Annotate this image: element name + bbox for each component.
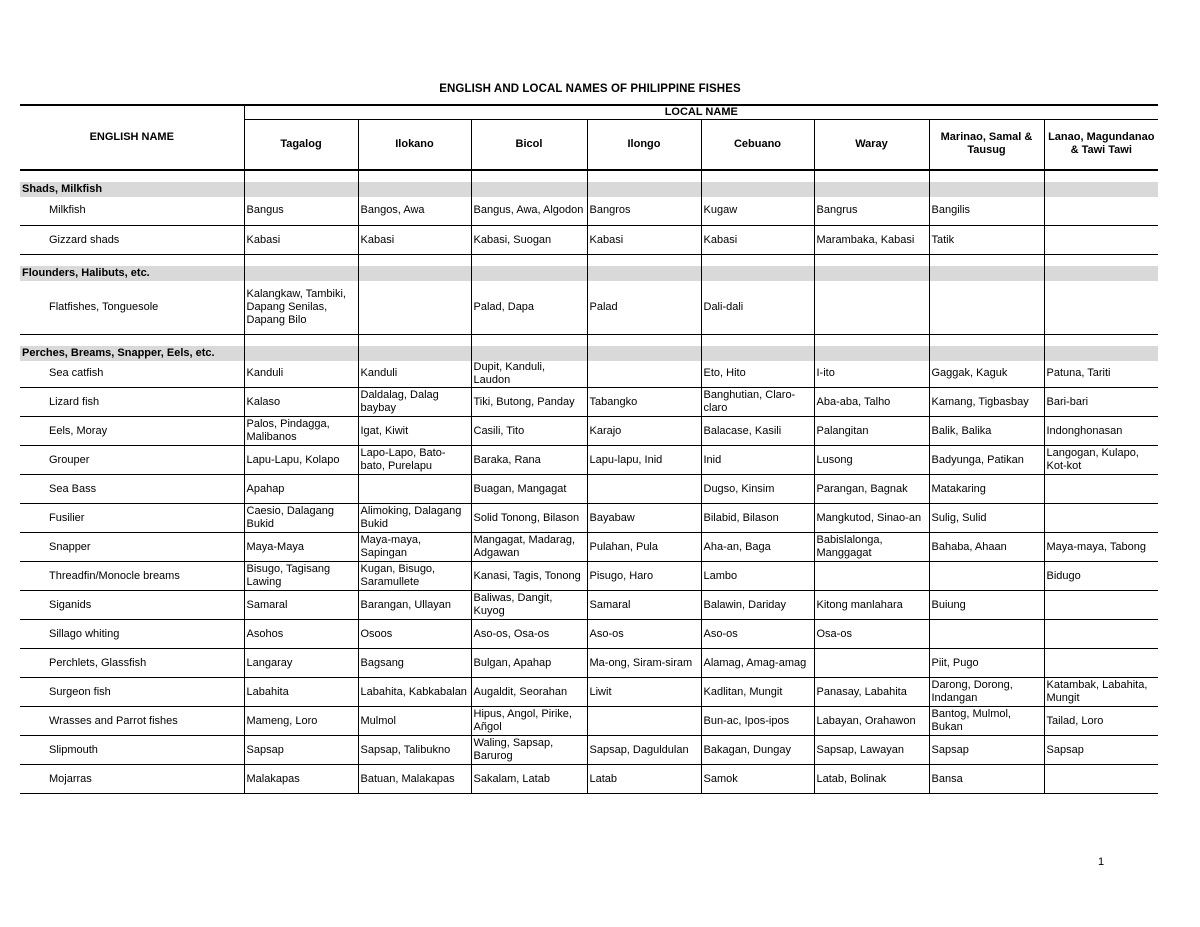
local-name-cell: Maya-maya, Tabong <box>1044 533 1158 562</box>
local-name-cell <box>358 281 471 334</box>
local-name-cell: Lapo-Lapo, Bato-bato, Purelapu <box>358 446 471 475</box>
english-name-cell: Wrasses and Parrot fishes <box>20 707 244 736</box>
local-name-cell: Osoos <box>358 620 471 649</box>
local-name-cell: Samaral <box>244 591 358 620</box>
local-name-cell: Bagsang <box>358 649 471 678</box>
table-row <box>20 361 1158 388</box>
english-name-cell: Perchlets, Glassfish <box>20 649 244 678</box>
spacer-cell <box>587 255 701 267</box>
english-name-header: ENGLISH NAME <box>20 105 244 170</box>
local-name-cell: Daldalag, Dalag baybay <box>358 388 471 417</box>
column-header-cebuano: Cebuano <box>701 120 814 170</box>
english-name-cell: Grouper <box>20 446 244 475</box>
column-header-waray: Waray <box>814 120 929 170</box>
local-name-cell: Bahaba, Ahaan <box>929 533 1044 562</box>
local-name-cell <box>1044 504 1158 533</box>
local-name-cell <box>1044 197 1158 226</box>
local-name-cell <box>358 475 471 504</box>
local-name-cell: Alamag, Amag-amag <box>701 649 814 678</box>
spacer-cell <box>587 334 701 346</box>
local-name-cell: Balacase, Kasili <box>701 417 814 446</box>
local-name-cell: Aso-os <box>701 620 814 649</box>
spacer-cell <box>244 334 358 346</box>
local-name-cell: Balik, Balika <box>929 417 1044 446</box>
spacer-cell <box>471 334 587 346</box>
local-name-cell: Alimoking, Dalagang Bukid <box>358 504 471 533</box>
section-header-cell <box>587 266 701 281</box>
local-name-cell <box>814 562 929 591</box>
english-name-cell: Threadfin/Monocle breams <box>20 562 244 591</box>
local-name-cell: Caesio, Dalagang Bukid <box>244 504 358 533</box>
local-name-cell <box>929 562 1044 591</box>
local-name-cell: Sapsap <box>1044 736 1158 765</box>
local-name-cell: Aso-os, Osa-os <box>471 620 587 649</box>
local-name-cell: I-ito <box>814 361 929 388</box>
local-name-cell: Palad, Dapa <box>471 281 587 334</box>
local-name-cell <box>1044 620 1158 649</box>
local-name-cell: Osa-os <box>814 620 929 649</box>
local-name-cell: Samok <box>701 765 814 794</box>
column-header-marinao-samal-tausug: Marinao, Samal & Tausug <box>929 120 1044 170</box>
local-name-cell: Batuan, Malakapas <box>358 765 471 794</box>
section-spacer <box>20 170 1158 182</box>
local-name-cell: Bangilis <box>929 197 1044 226</box>
section-spacer <box>20 334 1158 346</box>
local-name-cell: Kamang, Tigbasbay <box>929 388 1044 417</box>
local-name-cell: Dali-dali <box>701 281 814 334</box>
table-row <box>20 281 1158 334</box>
spacer-cell <box>814 170 929 182</box>
section-header-row <box>20 346 1158 361</box>
local-name-cell: Darong, Dorong, Indangan <box>929 678 1044 707</box>
section-header-row <box>20 266 1158 281</box>
spacer-cell <box>929 334 1044 346</box>
local-name-cell: Bun-ac, Ipos-ipos <box>701 707 814 736</box>
local-name-cell: Solid Tonong, Bilason <box>471 504 587 533</box>
local-name-cell: Kanduli <box>358 361 471 388</box>
english-name-cell: Mojarras <box>20 765 244 794</box>
english-name-cell: Snapper <box>20 533 244 562</box>
local-name-cell: Pulahan, Pula <box>587 533 701 562</box>
section-title: Perches, Breams, Snapper, Eels, etc. <box>20 346 244 361</box>
local-name-cell: Mangkutod, Sinao-an <box>814 504 929 533</box>
section-header-cell <box>701 346 814 361</box>
local-name-cell: Bakagan, Dungay <box>701 736 814 765</box>
local-name-cell: Mangagat, Madarag, Adgawan <box>471 533 587 562</box>
local-name-cell: Baraka, Rana <box>471 446 587 475</box>
local-name-cell: Palos, Pindagga, Malibanos <box>244 417 358 446</box>
local-name-cell: Liwit <box>587 678 701 707</box>
section-header-cell <box>701 182 814 197</box>
english-name-cell: Sea catfish <box>20 361 244 388</box>
local-name-cell: Bari-bari <box>1044 388 1158 417</box>
local-name-cell: Kabasi, Suogan <box>471 226 587 255</box>
local-name-cell: Augaldit, Seorahan <box>471 678 587 707</box>
local-name-cell: Maya-maya, Sapingan <box>358 533 471 562</box>
local-name-cell: Asohos <box>244 620 358 649</box>
local-name-cell: Bayabaw <box>587 504 701 533</box>
local-name-cell: Aso-os <box>587 620 701 649</box>
table-row <box>20 678 1158 707</box>
local-name-cell: Labahita, Kabkabalan <box>358 678 471 707</box>
local-name-cell: Sapsap <box>929 736 1044 765</box>
section-header-cell <box>587 182 701 197</box>
table-row <box>20 475 1158 504</box>
local-name-cell: Apahap <box>244 475 358 504</box>
local-name-cell: Kitong manlahara <box>814 591 929 620</box>
english-name-cell: Sillago whiting <box>20 620 244 649</box>
local-name-cell: Baliwas, Dangit, Kuyog <box>471 591 587 620</box>
english-name-cell: Sea Bass <box>20 475 244 504</box>
local-name-cell: Matakaring <box>929 475 1044 504</box>
spacer-cell <box>587 170 701 182</box>
spacer-cell <box>358 255 471 267</box>
local-name-cell: Latab <box>587 765 701 794</box>
spacer-cell <box>701 255 814 267</box>
column-header-tagalog: Tagalog <box>244 120 358 170</box>
local-name-cell: Indonghonasan <box>1044 417 1158 446</box>
spacer-cell <box>471 170 587 182</box>
column-header-ilongo: Ilongo <box>587 120 701 170</box>
section-header-cell <box>814 266 929 281</box>
spacer-cell <box>1044 170 1158 182</box>
local-name-cell: Lapu-Lapu, Kolapo <box>244 446 358 475</box>
local-name-cell: Dupit, Kanduli, Laudon <box>471 361 587 388</box>
section-title: Flounders, Halibuts, etc. <box>20 266 244 281</box>
local-name-cell: Sapsap, Talibukno <box>358 736 471 765</box>
local-name-cell <box>814 649 929 678</box>
local-name-cell: Kanasi, Tagis, Tonong <box>471 562 587 591</box>
document-title: ENGLISH AND LOCAL NAMES OF PHILIPPINE FISHES <box>439 83 741 95</box>
english-name-cell: Milkfish <box>20 197 244 226</box>
column-header-bicol: Bicol <box>471 120 587 170</box>
local-name-cell: Bangros <box>587 197 701 226</box>
section-header-cell <box>587 346 701 361</box>
local-name-cell: Parangan, Bagnak <box>814 475 929 504</box>
spacer-cell <box>20 255 244 267</box>
table-row <box>20 562 1158 591</box>
local-name-cell: Gaggak, Kaguk <box>929 361 1044 388</box>
local-name-cell: Dugso, Kinsim <box>701 475 814 504</box>
table-row <box>20 504 1158 533</box>
section-header-cell <box>244 346 358 361</box>
local-name-header: LOCAL NAME <box>244 105 1158 120</box>
english-name-cell: Surgeon fish <box>20 678 244 707</box>
local-name-cell: Buiung <box>929 591 1044 620</box>
table-body <box>20 170 1158 794</box>
local-name-cell: Samaral <box>587 591 701 620</box>
local-name-cell: Babislalonga, Manggagat <box>814 533 929 562</box>
local-name-cell: Malakapas <box>244 765 358 794</box>
local-name-cell: Kabasi <box>587 226 701 255</box>
local-name-cell <box>1044 281 1158 334</box>
page-number: 1 <box>1098 856 1105 868</box>
local-name-cell: Tiki, Butong, Panday <box>471 388 587 417</box>
spacer-cell <box>1044 334 1158 346</box>
local-name-cell: Mulmol <box>358 707 471 736</box>
english-name-cell: Slipmouth <box>20 736 244 765</box>
local-name-cell: Kugan, Bisugo, Saramullete <box>358 562 471 591</box>
section-spacer <box>20 255 1158 267</box>
fish-names-table <box>20 104 1158 794</box>
local-name-cell: Langogan, Kulapo, Kot-kot <box>1044 446 1158 475</box>
section-header-cell <box>701 266 814 281</box>
local-name-cell <box>587 361 701 388</box>
local-name-cell: Barangan, Ullayan <box>358 591 471 620</box>
local-name-cell: Bangus, Awa, Algodon <box>471 197 587 226</box>
local-name-cell <box>929 281 1044 334</box>
local-name-cell: Maya-Maya <box>244 533 358 562</box>
section-header-cell <box>929 266 1044 281</box>
local-name-cell: Kabasi <box>244 226 358 255</box>
table-row <box>20 226 1158 255</box>
spacer-cell <box>20 334 244 346</box>
english-name-cell: Lizard fish <box>20 388 244 417</box>
local-name-cell: Palad <box>587 281 701 334</box>
section-header-cell <box>1044 266 1158 281</box>
local-name-cell: Lambo <box>701 562 814 591</box>
local-name-cell: Bulgan, Apahap <box>471 649 587 678</box>
table-row <box>20 417 1158 446</box>
english-name-cell: Flatfishes, Tonguesole <box>20 281 244 334</box>
section-header-cell <box>814 182 929 197</box>
local-name-cell: Kadlitan, Mungit <box>701 678 814 707</box>
local-name-cell <box>1044 765 1158 794</box>
local-name-cell: Eto, Hito <box>701 361 814 388</box>
local-name-cell: Igat, Kiwit <box>358 417 471 446</box>
local-name-cell: Sakalam, Latab <box>471 765 587 794</box>
spacer-cell <box>701 334 814 346</box>
local-name-cell: Lusong <box>814 446 929 475</box>
local-name-cell: Latab, Bolinak <box>814 765 929 794</box>
local-name-cell: Balawin, Dariday <box>701 591 814 620</box>
local-name-cell: Karajo <box>587 417 701 446</box>
section-header-cell <box>471 266 587 281</box>
local-name-cell <box>587 707 701 736</box>
local-name-cell: Waling, Sapsap, Barurog <box>471 736 587 765</box>
section-header-cell <box>358 346 471 361</box>
local-name-cell: Hipus, Angol, Pirike, Añgol <box>471 707 587 736</box>
local-name-cell <box>1044 591 1158 620</box>
table-row <box>20 649 1158 678</box>
spacer-cell <box>244 255 358 267</box>
local-name-cell: Sulig, Sulid <box>929 504 1044 533</box>
local-name-cell: Labayan, Orahawon <box>814 707 929 736</box>
section-header-cell <box>358 266 471 281</box>
local-name-cell: Banghutian, Claro-claro <box>701 388 814 417</box>
spacer-cell <box>20 170 244 182</box>
column-header-lanao-magundanao-tawi-tawi: Lanao, Magundanao & Tawi Tawi <box>1044 120 1158 170</box>
local-name-cell: Casili, Tito <box>471 417 587 446</box>
english-name-cell: Fusilier <box>20 504 244 533</box>
local-name-cell: Bansa <box>929 765 1044 794</box>
local-name-cell: Patuna, Tariti <box>1044 361 1158 388</box>
table-row <box>20 197 1158 226</box>
section-title: Shads, Milkfish <box>20 182 244 197</box>
local-name-cell: Panasay, Labahita <box>814 678 929 707</box>
local-name-cell: Bangos, Awa <box>358 197 471 226</box>
spacer-cell <box>1044 255 1158 267</box>
table-row <box>20 736 1158 765</box>
english-name-cell: Gizzard shads <box>20 226 244 255</box>
english-name-cell: Eels, Moray <box>20 417 244 446</box>
local-name-cell: Tabangko <box>587 388 701 417</box>
local-name-cell: Bisugo, Tagisang Lawing <box>244 562 358 591</box>
local-name-cell: Kalaso <box>244 388 358 417</box>
spacer-cell <box>814 334 929 346</box>
local-name-cell: Sapsap, Lawayan <box>814 736 929 765</box>
english-name-cell: Siganids <box>20 591 244 620</box>
local-name-cell: Sapsap <box>244 736 358 765</box>
local-name-cell: Bidugo <box>1044 562 1158 591</box>
local-name-cell <box>1044 475 1158 504</box>
spacer-cell <box>358 334 471 346</box>
section-header-cell <box>929 182 1044 197</box>
local-name-cell: Tatik <box>929 226 1044 255</box>
local-name-cell: Ma-ong, Siram-siram <box>587 649 701 678</box>
local-name-cell: Kanduli <box>244 361 358 388</box>
section-header-cell <box>1044 346 1158 361</box>
local-name-cell: Bangrus <box>814 197 929 226</box>
local-name-cell: Palangitan <box>814 417 929 446</box>
spacer-cell <box>929 170 1044 182</box>
local-name-cell: Piit, Pugo <box>929 649 1044 678</box>
table-row <box>20 620 1158 649</box>
table-row <box>20 446 1158 475</box>
spacer-cell <box>701 170 814 182</box>
section-header-cell <box>244 266 358 281</box>
spacer-cell <box>358 170 471 182</box>
local-name-cell: Bangus <box>244 197 358 226</box>
table-row <box>20 533 1158 562</box>
local-name-cell: Kugaw <box>701 197 814 226</box>
column-header-ilokano: Ilokano <box>358 120 471 170</box>
local-name-cell: Katambak, Labahita, Mungit <box>1044 678 1158 707</box>
local-name-cell <box>1044 226 1158 255</box>
table-row <box>20 388 1158 417</box>
local-name-cell: Sapsap, Daguldulan <box>587 736 701 765</box>
local-name-cell: Lapu-lapu, Inid <box>587 446 701 475</box>
local-name-cell <box>1044 649 1158 678</box>
local-name-cell: Mameng, Loro <box>244 707 358 736</box>
local-name-cell: Bilabid, Bilason <box>701 504 814 533</box>
spacer-cell <box>244 170 358 182</box>
spacer-cell <box>814 255 929 267</box>
local-name-cell: Buagan, Mangagat <box>471 475 587 504</box>
local-name-cell: Bantog, Mulmol, Bukan <box>929 707 1044 736</box>
table-row <box>20 765 1158 794</box>
local-name-cell: Inid <box>701 446 814 475</box>
table-header <box>20 105 1158 170</box>
local-name-cell: Labahita <box>244 678 358 707</box>
table-row <box>20 707 1158 736</box>
section-header-cell <box>814 346 929 361</box>
local-name-cell: Kabasi <box>358 226 471 255</box>
local-name-cell: Kabasi <box>701 226 814 255</box>
local-name-cell <box>814 281 929 334</box>
section-header-cell <box>471 182 587 197</box>
spacer-cell <box>471 255 587 267</box>
section-header-cell <box>471 346 587 361</box>
local-name-cell: Langaray <box>244 649 358 678</box>
local-name-cell: Aha-an, Baga <box>701 533 814 562</box>
local-name-cell: Kalangkaw, Tambiki, Dapang Senilas, Dapang Bilo <box>244 281 358 334</box>
section-header-row <box>20 182 1158 197</box>
section-header-cell <box>358 182 471 197</box>
local-name-cell <box>929 620 1044 649</box>
local-name-cell: Pisugo, Haro <box>587 562 701 591</box>
local-name-cell <box>587 475 701 504</box>
section-header-cell <box>1044 182 1158 197</box>
section-header-cell <box>244 182 358 197</box>
local-name-cell: Aba-aba, Talho <box>814 388 929 417</box>
local-name-cell: Marambaka, Kabasi <box>814 226 929 255</box>
local-name-cell: Badyunga, Patikan <box>929 446 1044 475</box>
spacer-cell <box>929 255 1044 267</box>
table-row <box>20 591 1158 620</box>
local-name-cell: Tailad, Loro <box>1044 707 1158 736</box>
section-header-cell <box>929 346 1044 361</box>
